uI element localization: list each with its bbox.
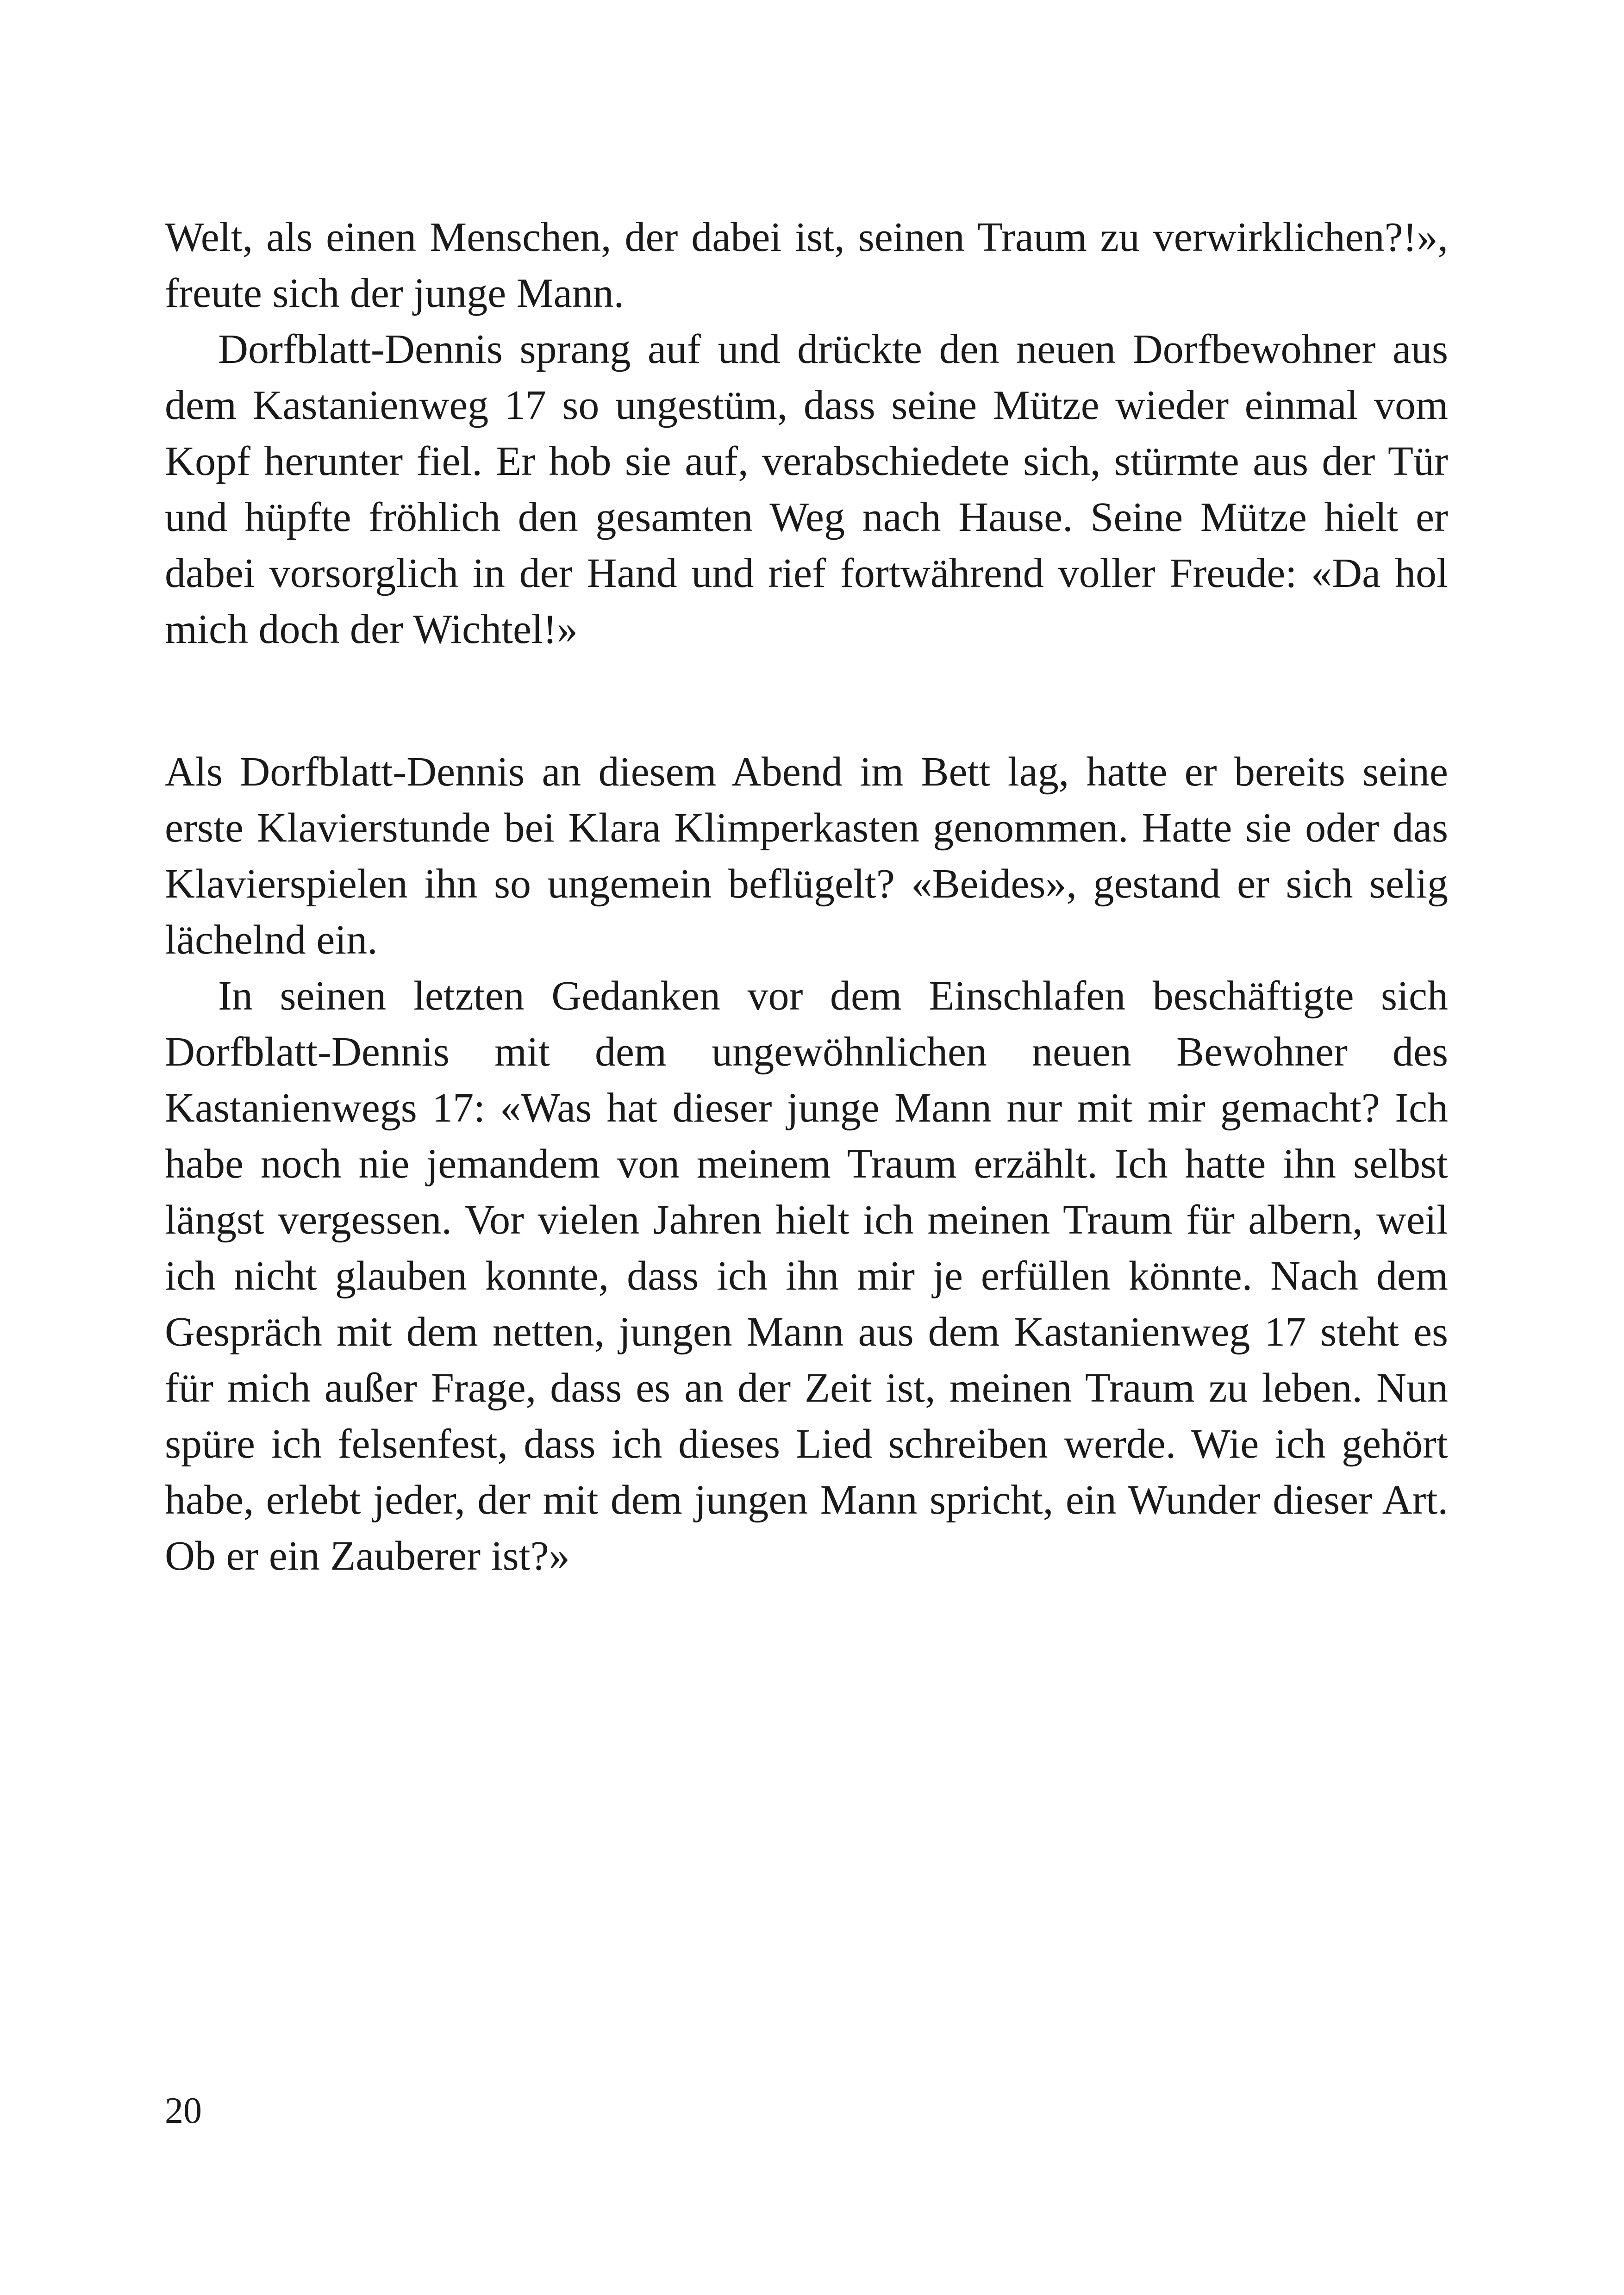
paragraph: Dorfblatt-Dennis sprang auf und drückte den neuen Dorfbewohner aus dem Kastanienweg 17 so ungestüm, dass seine Mütze wieder einmal vom Kopf herunter fiel. Er hob sie auf, verabschiedete sich, stürmte aus der Tür und hüpfte fröhlich den gesamten Weg nach Hause. Seine Mütze hielt er dabei vorsorglich in der Hand und rief fortwährend voller Freude: «Da hol mich doch der Wichtel!» [165,326,1448,652]
paragraph: Als Dorfblatt-Dennis an diesem Abend im Bett lag, hatte er bereits seine erste Klavierstunde bei Klara Klimperkasten genommen. Hatte sie oder das Klavierspielen ihn so ungemein beflügelt? «Beides», gestand er sich selig lächelnd ein. [165,749,1448,963]
paragraph-continuation: Welt, als einen Menschen, der dabei ist, seinen Traum zu verwirklichen?!», freute sich der junge Mann. [165,214,1448,316]
text-block-2 [165,744,1448,1584]
text-block-1 [165,209,1448,657]
paragraph: In seinen letzten Gedanken vor dem Einschlafen beschäftigte sich Dorfblatt-Dennis mit dem ungewöhnlichen neuen Bewohner des Kastanienwegs 17: «Was hat dieser junge Mann nur mit mir gemacht? Ich habe noch nie jemandem von meinem Traum erzählt. Ich hatte ihn selbst längst vergessen. Vor vielen Jahren hielt ich meinen Traum für albern, weil ich nicht glauben konnte, dass ich ihn mir je erfüllen könnte. Nach dem Gespräch mit dem netten, jungen Mann aus dem Kastanienweg 17 steht es für mich außer Frage, dass es an der Zeit ist, meinen Traum zu leben. Nun spüre ich felsenfest, dass ich dieses Lied schreiben werde. Wie ich gehört habe, erlebt jeder, der mit dem jungen Mann spricht, ein Wunder dieser Art. Ob er ein Zauberer ist?» [165,973,1448,1579]
page-number: 20 [165,2090,202,2131]
